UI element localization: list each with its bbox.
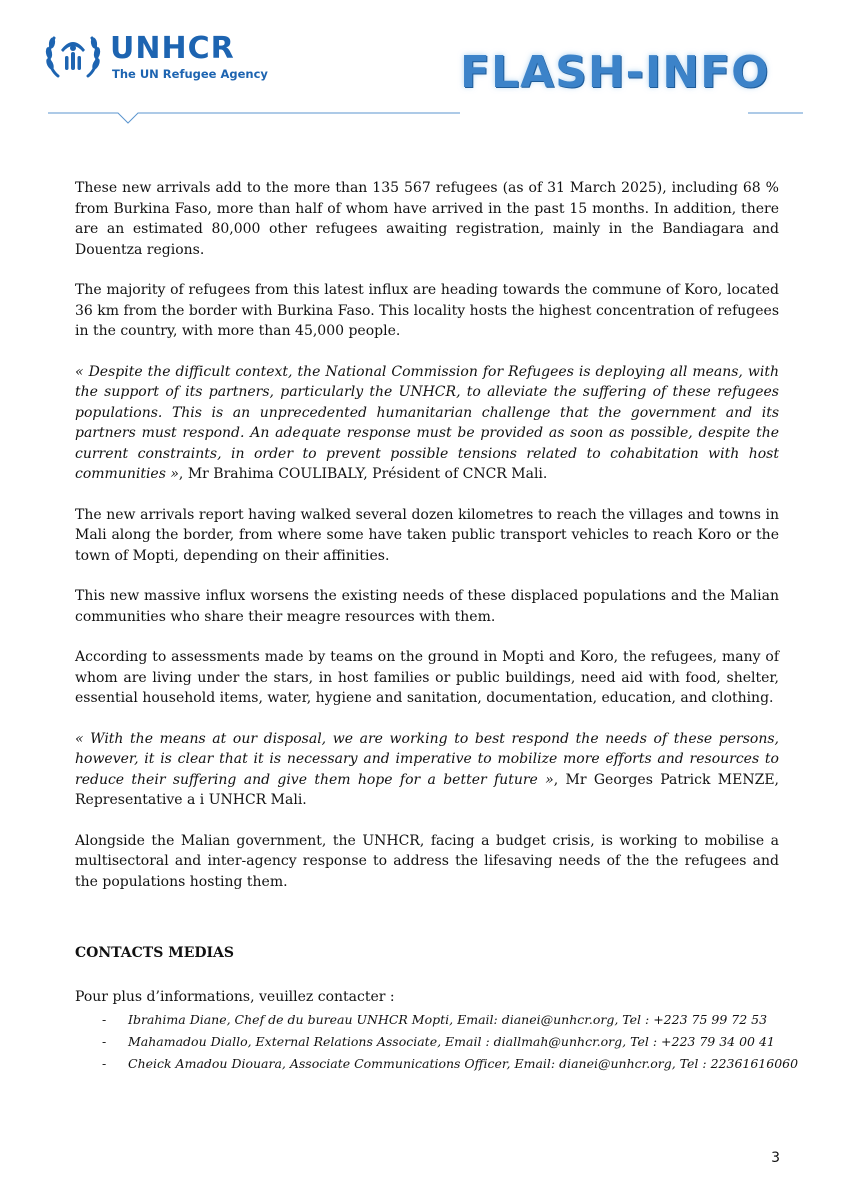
contact-list xyxy=(75,1009,799,1075)
media-contacts xyxy=(75,945,799,1075)
org-name: UNHCR xyxy=(110,31,235,66)
paragraph: Alongside the Malian government, the UNHCR, facing a budget crisis, is working to mobilise a multisectoral and inter-agency response to address the lifesaving needs of the the refugees and the populations hosting them. xyxy=(75,832,779,890)
contact-text: Mahamadou Diallo, External Relations Associate, Email : diallmah@unhcr.org, Tel : +223 79 34 00 41 xyxy=(128,1034,775,1049)
quote-paragraph xyxy=(75,729,779,811)
paragraph: These new arrivals add to the more than 135 567 refugees (as of 31 March 2025), including 68 % from Burkina Faso, more than half of whom have arrived in the past 15 months. In addition, there are an estimated 80,000 other refugees awaiting registration, mainly in the Bandiagara and Douentza regions. xyxy=(75,180,779,258)
contact-text: Cheick Amadou Diouara, Associate Communications Officer, Email: dianei@unhcr.org, Tel : 22361616060 xyxy=(128,1056,799,1071)
header-divider xyxy=(48,110,808,130)
quote-attribution: , Mr Brahima COULIBALY, Président of CNCR Mali. xyxy=(178,466,548,482)
list-bullet: - xyxy=(102,1034,107,1049)
contact-item xyxy=(75,1053,799,1075)
quote-text: « Despite the difficult context, the National Commission for Refugees is deploying all means, with the support of its partners, particularly the UNHCR, to alleviate the suffering of these refugees populations. This is an unprecedented humanitarian challenge that the government and its partners must respond. An adequate response must be provided as soon as possible, despite the current constraints, in order to prevent possible tensions related to cohabitation with host communities » xyxy=(75,363,779,482)
paragraph: The new arrivals report having walked several dozen kilometres to reach the villages and towns in Mali along the border, from where some have taken public transport vehicles to reach Koro or the town of Mopti, depending on their affinities. xyxy=(75,506,779,564)
list-bullet: - xyxy=(102,1056,107,1071)
paragraph: This new massive influx worsens the existing needs of these displaced populations and the Malian communities who share their meagre resources with them. xyxy=(75,588,779,625)
unhcr-logo xyxy=(44,28,284,88)
contact-item xyxy=(75,1031,795,1053)
contact-item xyxy=(75,1009,795,1031)
quote-text: « With the means at our disposal, we are working to best respond the needs of these persons, however, it is clear that it is necessary and imperative to mobilize more efforts and resources to reduce their suffering and give them hope for a better future » xyxy=(75,730,779,788)
paragraph: According to assessments made by teams on the ground in Mopti and Koro, the refugees, many of whom are living under the stars, in host families or public buildings, need aid with food, shelter, essential household items, water, hygiene and sanitation, documentation, education, and clothing. xyxy=(75,649,779,706)
list-bullet: - xyxy=(102,1012,107,1027)
quote-attribution: , Mr Georges Patrick MENZE, Representative a i UNHCR Mali. xyxy=(75,771,779,808)
paragraph: The majority of refugees from this latest influx are heading towards the commune of Koro, located 36 km from the border with Burkina Faso. This locality hosts the highest concentration of refugees in the country, with more than 45,000 people. xyxy=(75,282,779,339)
contact-text: Ibrahima Diane, Chef de du bureau UNHCR Mopti, Email: dianei@unhcr.org, Tel : +223 75 99 72 53 xyxy=(128,1012,768,1027)
unhcr-laurel-icon xyxy=(44,28,102,84)
quote-paragraph xyxy=(75,362,779,485)
article-body xyxy=(75,178,779,912)
document-type-title: FLASH-INFO xyxy=(460,47,770,98)
org-tagline: The UN Refugee Agency xyxy=(112,67,268,81)
page-number: 3 xyxy=(771,1150,780,1166)
page-header xyxy=(0,0,858,140)
contacts-intro: Pour plus d’informations, veuillez contacter : xyxy=(75,989,395,1005)
contacts-title: CONTACTS MEDIAS xyxy=(75,945,235,961)
